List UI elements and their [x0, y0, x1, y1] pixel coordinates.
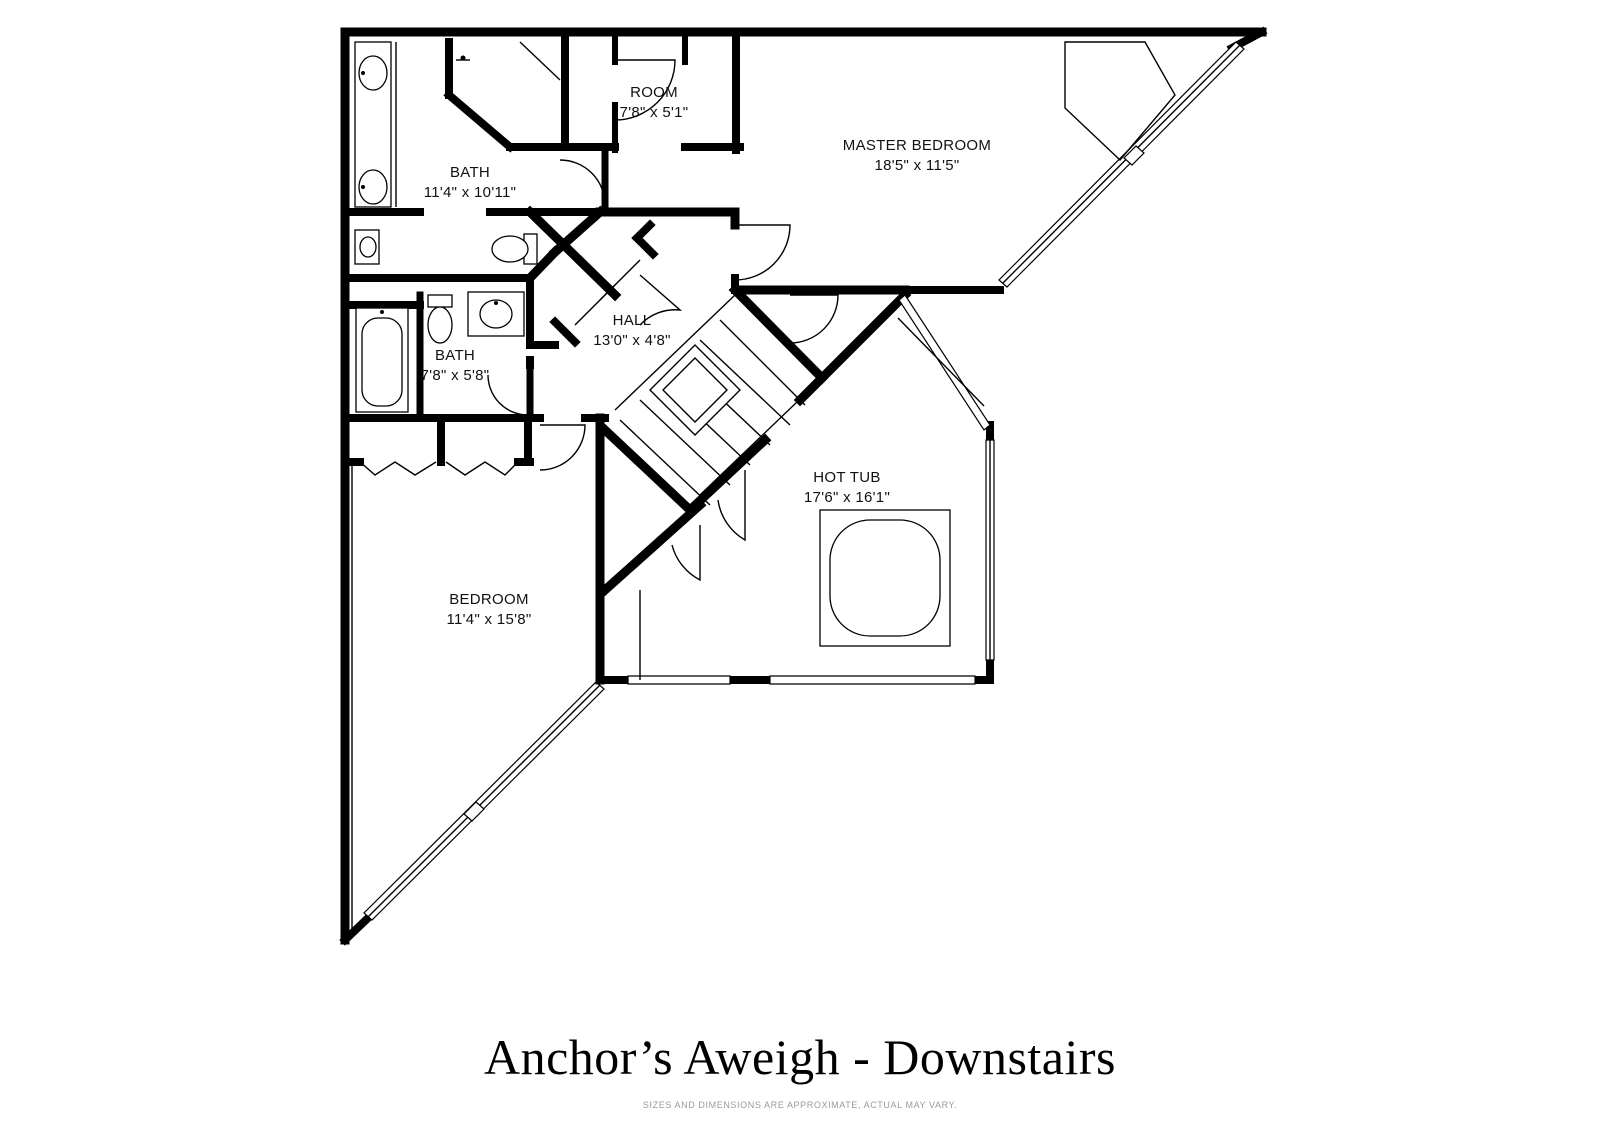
hot-tub-name: HOT TUB [813, 469, 881, 486]
bath-upper-name: BATH [449, 164, 491, 181]
diagonal-windows [364, 42, 1244, 920]
bedroom-dims: 11'4" x 15'8" [446, 611, 532, 628]
bath-upper-dims: 11'4" x 10'11" [423, 184, 517, 201]
hall-name: HALL [612, 312, 652, 329]
toilet-icon [428, 307, 452, 343]
disclaimer-note: SIZES AND DIMENSIONS ARE APPROXIMATE, ACTUAL MAY VARY. [642, 1100, 958, 1110]
plan-title: Anchor’s Aweigh - Downstairs [483, 1029, 1117, 1085]
bath-lower-dims: 7'8" x 5'8" [420, 367, 490, 384]
bath-lower-name: BATH [434, 347, 476, 364]
sink-icon [360, 237, 376, 257]
room-name: ROOM [630, 84, 678, 101]
hall-dims: 13'0" x 4'8" [593, 332, 671, 349]
master-bedroom-dims: 18'5" x 11'5" [874, 157, 960, 174]
toilet-tank [428, 295, 452, 307]
toilet-icon [492, 236, 528, 262]
master-bedroom-name: MASTER BEDROOM [842, 137, 992, 154]
room-dims: 7'8" x 5'1" [619, 104, 689, 121]
hot-tub-dims: 17'6" x 16'1" [803, 489, 891, 506]
bedroom-name: BEDROOM [449, 591, 529, 608]
